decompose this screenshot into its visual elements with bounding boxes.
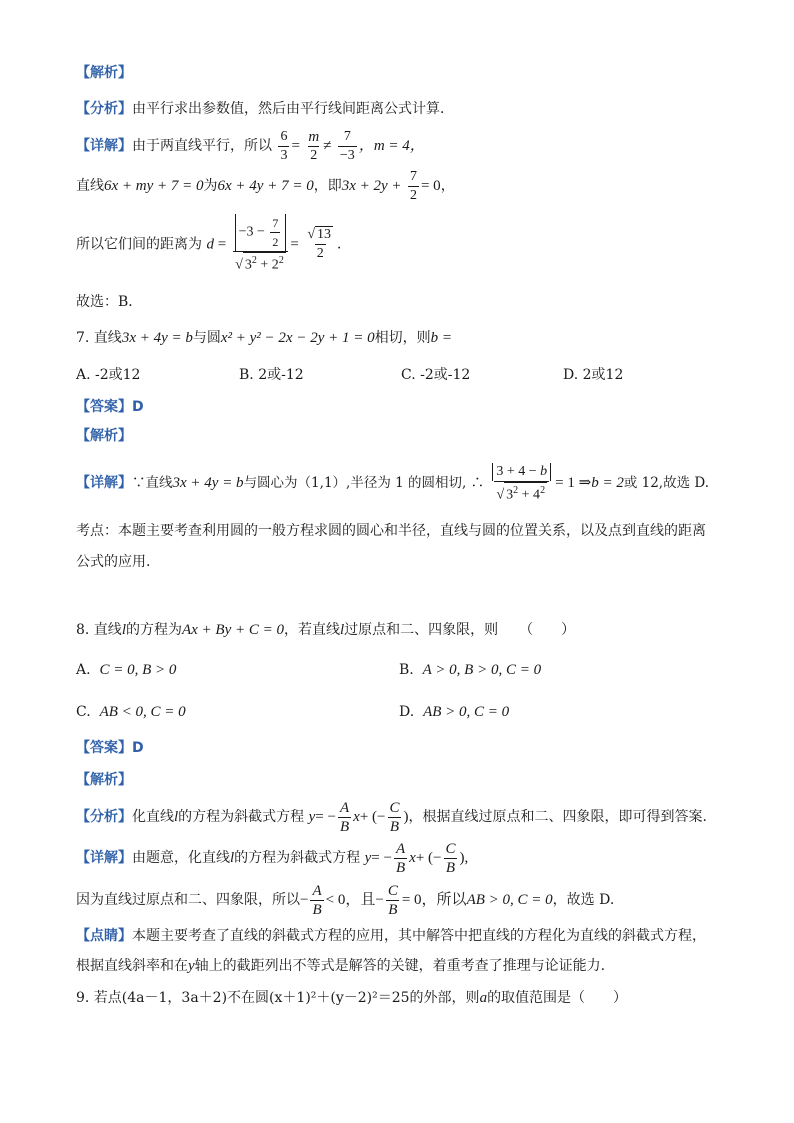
q8-stem [76, 620, 575, 640]
fraction-7-2: $\frac{7}{2}$ [409, 168, 417, 203]
option-label: A. [76, 662, 91, 678]
text: 的取值范围是（ ） [487, 990, 628, 1006]
text: 的方程为斜截式方程 [178, 809, 305, 825]
equation: 3x + 4y = b [172, 475, 244, 491]
option-label: C. [76, 704, 91, 720]
q8-option-b [399, 660, 541, 680]
text: 相切，则 [374, 330, 431, 346]
q8-daan: 【答案】D [76, 740, 144, 756]
text: ，若直线 [284, 622, 340, 638]
text: ∵直线 [132, 475, 173, 491]
distance-text: 所以它们间的距离为 [76, 236, 202, 253]
fraction-a-b: $\frac{A}{B}$ [312, 882, 322, 918]
equation: b = 2 [591, 475, 624, 491]
q6-distance: 所以它们间的距离为 d = −3 − $\frac{7}{2}$ √ $3^2 + 2^2$ = $\frac{√ 13}{2}$ ． [76, 216, 352, 273]
q6-answer: 故选：B． [76, 294, 143, 310]
fraction-m-2: $\frac{m}{2}$ [308, 128, 320, 163]
q7-option-b: B. 2或-12 [239, 367, 304, 383]
q6-jiexi-heading: 【解析】 [76, 65, 132, 81]
equation: b = [430, 330, 452, 346]
text: 本题主要考查了直线的斜截式方程的应用，其中解答中把直线的方程化为直线的斜截式方程， [132, 928, 706, 944]
text: 化直线 [132, 809, 174, 825]
q7-option-a: A. -2或12 [76, 367, 141, 383]
equation: 6x + my + 7 = 0 [104, 178, 204, 194]
fraction-c-b: $\frac{C}{B}$ [445, 840, 456, 876]
text: 过原点和二、四象限，则 （ ） [344, 622, 576, 638]
q8-jiexi: 【解析】 [76, 772, 132, 788]
q8-line3: 因为直线过原点和二、四象限，所以− $\frac{A}{B}$ < 0，且− $\frac{C}{B}$ = 0，所以AB > 0, C = 0，故选 D. [76, 882, 615, 918]
text: 轴上的截距列出不等式是解答的关键，着重考查了推理与论证能力. [194, 958, 606, 974]
xiangjie-tag: 【详解】 [76, 475, 132, 491]
fraction-c-b: $\frac{C}{B}$ [387, 882, 398, 918]
text: ， [440, 178, 455, 194]
text: 9. 若点(4a－1，3a＋2)不在圆(x＋1)²＋(y－2)²＝25的外部，则 [76, 990, 480, 1006]
equation: x² + y² − 2x − 2y + 1 = 0 [220, 330, 375, 346]
text: 或 12,故选 D. [623, 475, 710, 491]
result-fraction: $\frac{√ 13}{2}$ [307, 226, 332, 261]
option-label: D. [399, 704, 415, 720]
text: 8. 直线 [76, 622, 122, 638]
equation: Ax + By + C = 0 [181, 622, 284, 638]
equation: y [188, 958, 195, 974]
equation: l [340, 622, 345, 638]
fraction-a-b: $\frac{A}{B}$ [395, 840, 406, 876]
q6-xiangjie: 【详解】由于两直线平行，所以 $\frac{6}{3}$ = $\frac{m}{2}$ ≠ $\frac{7}{-3}$ ，m = 4， [76, 128, 425, 163]
xiangjie-tag: 【详解】 [76, 850, 132, 866]
xiangjie-tag: 【详解】 [76, 138, 132, 154]
q8-dianjing-1 [76, 926, 706, 946]
equation: = 0 [420, 178, 441, 194]
fraction-6-3: $\frac{6}{3}$ [280, 128, 288, 163]
fenxi-tag: 【分析】 [76, 101, 132, 117]
text: ，根据直线过原点和二、四象限，即可得到答案. [408, 809, 707, 825]
text: 直线 [76, 178, 104, 194]
text: = 0，所以 [401, 892, 467, 908]
distance-fraction: $\frac{3 + 4 - b}{√ 3^2 + 4^2}$ [490, 463, 553, 505]
text: < 0，且 [325, 892, 376, 908]
dianjing-tag: 【点睛】 [76, 928, 132, 944]
q9-stem [76, 988, 627, 1008]
fraction-c-b: $\frac{C}{B}$ [389, 799, 400, 835]
distance-fraction: −3 − $\frac{7}{2}$ √ $3^2 + 2^2$ [233, 214, 289, 275]
text: 为 [203, 178, 218, 194]
text: 的方程为 [125, 622, 182, 638]
q7-option-d: D. 2或12 [563, 367, 624, 383]
q8-option-d [399, 702, 509, 722]
option-value: AB < 0, C = 0 [99, 704, 186, 720]
text: = 1 ⇒ [555, 475, 592, 491]
option-value: C = 0, B > 0 [99, 662, 177, 678]
q7-kaodian-2: 公式的应用. [76, 554, 151, 570]
option-value: AB > 0, C = 0 [423, 704, 510, 720]
text: 根据直线斜率和在 [76, 958, 188, 974]
q7-stem [76, 328, 452, 348]
q7-jiexi: 【解析】 [76, 428, 132, 444]
q6-line2 [76, 166, 455, 206]
q8-option-c [76, 702, 186, 722]
q8-option-a [76, 660, 176, 680]
text: ，故选 D. [552, 892, 615, 908]
text: 的方程为斜截式方程 [234, 850, 361, 866]
equation: l [121, 622, 126, 638]
equation: a [479, 990, 488, 1006]
option-label: B. [399, 662, 414, 678]
text: 由题意，化直线 [132, 850, 230, 866]
text: 因为直线过原点和二、四象限，所以 [76, 892, 300, 908]
q8-xiangjie: 【详解】由题意，化直线l的方程为斜截式方程 y= − $\frac{A}{B}$ x+ (− $\frac{C}{B}$ ), [76, 840, 469, 876]
fraction-a-b: $\frac{A}{B}$ [339, 799, 350, 835]
text: ，即 [313, 178, 342, 194]
equation: 3x + 2y + [341, 178, 402, 194]
q6-fenxi [76, 99, 454, 119]
text: 与圆心为（1,1）,半径为 1 的圆相切, ∴ [243, 475, 485, 491]
text: 与圆 [192, 330, 221, 346]
fenxi-text: 由平行求出参数值，然后由平行线间距离公式计算． [132, 101, 454, 117]
q7-option-c: C. -2或-12 [401, 367, 471, 383]
equation: 6x + 4y + 7 = 0 [217, 178, 314, 194]
text: 7. 直线 [76, 330, 122, 346]
equation: 3x + 4y = b [121, 330, 193, 346]
q7-daan: 【答案】D [76, 399, 144, 415]
q7-xiangjie [76, 458, 709, 508]
q8-dianjing-2 [76, 956, 605, 976]
q8-fenxi: 【分析】化直线l的方程为斜截式方程 y= − $\frac{A}{B}$ x+ (− $\frac{C}{B}$ )，根据直线过原点和二、四象限，即可得到答案. [76, 799, 707, 835]
option-value: A > 0, B > 0, C = 0 [422, 662, 542, 678]
fenxi-tag: 【分析】 [76, 809, 132, 825]
q7-kaodian-1: 考点：本题主要考查利用圆的一般方程求圆的圆心和半径，直线与圆的位置关系，以及点到直线的距离 [76, 523, 706, 539]
equation: AB > 0, C = 0 [466, 892, 553, 908]
xiangjie-text: 由于两直线平行，所以 [132, 138, 272, 154]
fraction-7-neg3: $\frac{7}{-3}$ [339, 128, 355, 163]
xiangjie-tail: ，m = 4， [358, 138, 425, 154]
